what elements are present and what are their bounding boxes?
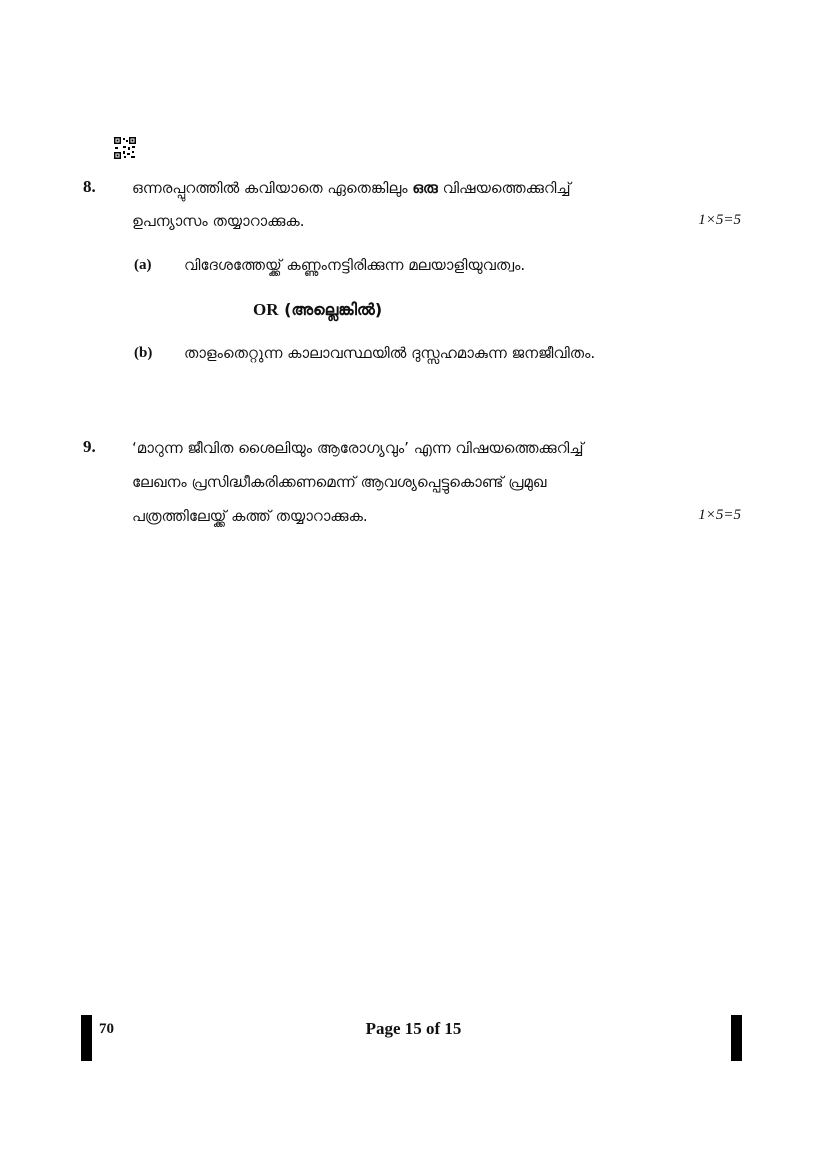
qr-code-icon xyxy=(114,137,136,159)
question-9-text-line1: ‘മാറുന്ന ജീവിത ശൈലിയും ആരോഗ്യവും’ എന്ന വിഷയത്തെക്കുറിച്ച് xyxy=(132,439,584,457)
question-9-marks: 1×5=5 xyxy=(698,507,741,523)
question-8-text-part: വിഷയത്തെക്കുറിച്ച് xyxy=(437,179,571,197)
option-b-label: (b) xyxy=(134,345,153,361)
question-8-text-line1 xyxy=(132,178,571,198)
or-malayalam-label: (അല്ലെങ്കിൽ) xyxy=(284,300,383,319)
question-8-text-line2: ഉപന്യാസം തയ്യാറാക്കുക. xyxy=(132,212,305,230)
paper-code: 70 xyxy=(99,1021,114,1037)
question-8-text-part: ഒന്നരപ്പുറത്തിൽ കവിയാതെ ഏതെങ്കിലും xyxy=(132,179,413,197)
or-label: OR xyxy=(253,300,279,319)
question-9-text-line2: ലേഖനം പ്രസിദ്ധീകരിക്കണമെന്ന് ആവശ്യപ്പെട്ടുകൊണ്ട് പ്രമുഖ xyxy=(132,473,547,491)
question-8-marks: 1×5=5 xyxy=(698,212,741,228)
or-separator xyxy=(253,300,382,320)
footer-right-bar xyxy=(731,1015,742,1061)
option-a-label: (a) xyxy=(134,257,152,273)
question-8-emphasis: ഒരു xyxy=(412,179,438,197)
page-number: Page 15 of 15 xyxy=(365,1019,462,1038)
option-a-text: വിദേശത്തേയ്ക്ക് കണ്ണുംനട്ടിരിക്കുന്ന മലയാളിയുവത്വം. xyxy=(184,256,526,274)
option-b-text: താളംതെറ്റുന്ന കാലാവസ്ഥയിൽ ദുസ്സഹമാകുന്ന ജനജീവിതം. xyxy=(184,344,596,362)
question-8-number: 8. xyxy=(83,177,96,196)
question-9-number: 9. xyxy=(83,437,96,456)
question-9-text-line3: പത്രത്തിലേയ്ക്ക് കത്ത് തയ്യാറാക്കുക. xyxy=(132,507,368,525)
